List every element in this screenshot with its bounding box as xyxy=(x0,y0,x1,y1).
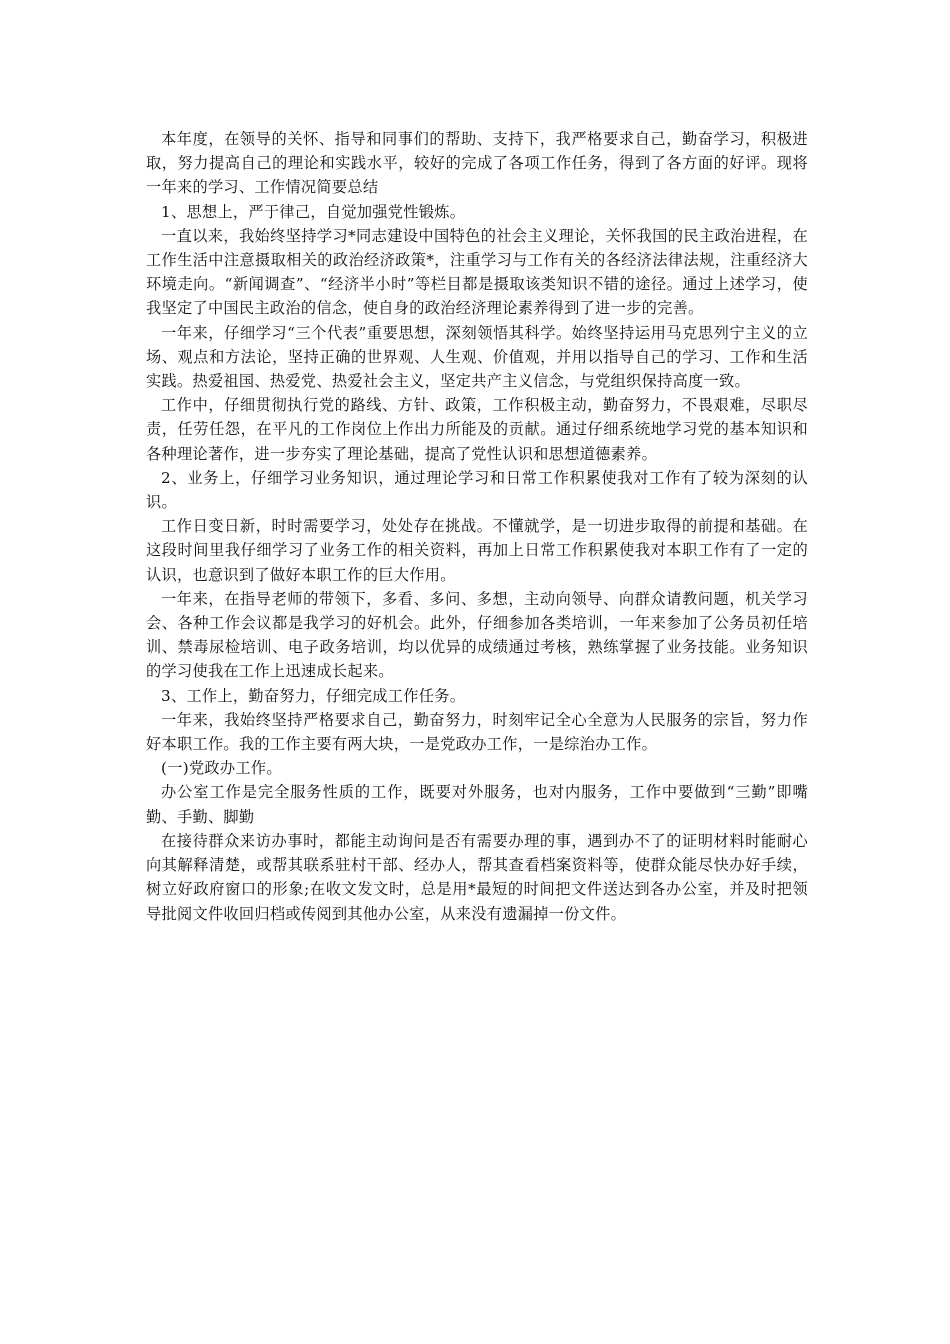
paragraph-office-service: 办公室工作是完全服务性质的工作，既要对外服务，也对内服务，工作中要做到“三勤”即嘴勤、手勤、脚勤 xyxy=(146,783,809,826)
paragraph-daily-learning: 工作日变日新，时时需要学习，处处存在挑战。不懂就学，是一切进步取得的前提和基础。在这段时间里我仔细学习了业务工作的相关资料，再加上日常工作积累使我对本职工作有了一定的认识，也意识到了做好本职工作的巨大作用。 xyxy=(146,517,808,584)
document-body xyxy=(146,127,808,926)
paragraph-intro: 本年度，在领导的关怀、指导和同事们的帮助、支持下，我严格要求自己，勤奋学习，积极进取，努力提高自己的理论和实践水平，较好的完成了各项工作任务，得到了各方面的好评。现将一年来的学习、工作情况简要总结 xyxy=(146,130,808,197)
paragraph-work-summary: 一年来，我始终坚持严格要求自己，勤奋努力，时刻牢记全心全意为人民服务的宗旨，努力作好本职工作。我的工作主要有两大块，一是党政办工作，一是综治办工作。 xyxy=(146,710,808,754)
paragraph-training: 一年来，在指导老师的带领下，多看、多问、多想，主动向领导、向群众请教问题，机关学习会、各种工作会议都是我学习的好机会。此外，仔细参加各类培训，一年来参加了公务员初任培训、禁毒尿检培训、电子政务培训，均以优异的成绩通过考核，熟练掌握了业务技能。业务知识的学习使我在工作上迅速成长起来。 xyxy=(146,589,808,681)
heading-business: 2、业务上，仔细学习业务知识，通过理论学习和日常工作积累使我对工作有了较为深刻的认识。 xyxy=(146,468,808,512)
paragraph-party-line: 工作中，仔细贯彻执行党的路线、方针、政策，工作积极主动，勤奋努力，不畏艰难，尽职尽责，任劳任怨，在平凡的工作岗位上作出力所能及的贡献。通过仔细系统地学习党的基本知识和各种理论著作，进一步夯实了理论基础，提高了党性认识和思想道德素养。 xyxy=(146,396,808,463)
heading-party-office: (一)党政办工作。 xyxy=(161,759,282,778)
paragraph-study-theory: 一直以来，我始终坚持学习*同志建设中国特色的社会主义理论，关怀我国的民主政治进程，在工作生活中注意摄取相关的政治经济政策*，注重学习与工作有关的各经济法律法规，注重经济大环境走向。“新闻调查”、“经济半小时”等栏目都是摄取该类知识不错的途径。通过上述学习，使我坚定了中国民主政治的信念，使自身的政治经济理论素养得到了进一步的完善。 xyxy=(146,226,808,318)
heading-work: 3、工作上，勤奋努力，仔细完成工作任务。 xyxy=(161,686,466,705)
paragraph-reception: 在接待群众来访办事时，都能主动询问是否有需要办理的事，遇到办不了的证明材料时能耐心向其解释清楚，或帮其联系驻村干部、经办人，帮其查看档案资料等，使群众能尽快办好手续，树立好政府窗口的形象;在收文发文时，总是用*最短的时间把文件送达到各办公室，并及时把领导批阅文件收回归档或传阅到其他办公室，从来没有遗漏掉一份文件。 xyxy=(146,831,808,923)
heading-ideology: 1、思想上，严于律己，自觉加强党性锻炼。 xyxy=(161,202,466,221)
paragraph-three-represents: 一年来，仔细学习“三个代表”重要思想，深刻领悟其科学。始终坚持运用马克思列宁主义的立场、观点和方法论，坚持正确的世界观、人生观、价值观，并用以指导自己的学习、工作和生活实践。热爱祖国、热爱党、热爱社会主义，坚定共产主义信念，与党组织保持高度一致。 xyxy=(146,323,808,391)
